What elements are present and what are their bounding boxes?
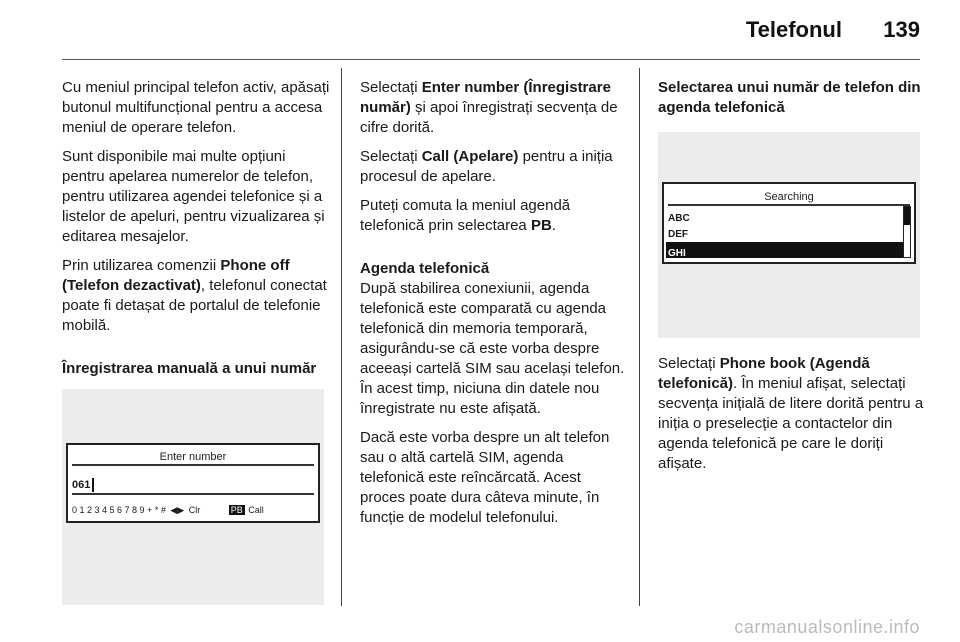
text-run: . În meniul afișat, selectați secvența inițială de litere dorită pentru a iniția o preselecție a contactelor din agenda telefonică pe care le doriți afișate. [658, 375, 924, 472]
text-run: pentru a iniția procesul de apelare. [360, 148, 613, 185]
call-key[interactable]: Call [248, 505, 264, 515]
display-screen [662, 182, 916, 264]
divider [72, 493, 314, 495]
paragraph [360, 196, 628, 236]
keypad-row [72, 500, 264, 520]
screen-title: Searching [764, 191, 814, 203]
selected-row[interactable] [666, 242, 904, 258]
text-run: și apoi înregistrați secvența de cifre dorită. [360, 99, 618, 136]
paragraph: După stabilirea conexiunii, agenda telefonică este comparată cu agenda telefonică din memoria temporară, asigurându-se că este vorba despre aceeași cartelă SIM sau același telefon. În acest timp, niciuna din datele nou înregistrate nu este afișată. [360, 280, 625, 417]
section-heading: Agenda telefonică [360, 260, 490, 277]
cursor [92, 478, 94, 492]
command-name: Enter number (Înregistrare număr) [360, 79, 611, 116]
page-title: Telefonul [745, 17, 842, 42]
section-heading: Înregistrarea manuală a unui număr [62, 360, 317, 377]
enter-number-figure [62, 389, 324, 605]
column-divider [639, 68, 640, 606]
clear-key[interactable]: Clr [188, 505, 201, 515]
list-item: GHI [668, 248, 686, 259]
command-name: PB [530, 217, 552, 234]
text-run: Selectați [360, 79, 422, 96]
arrow-keys-icon[interactable]: ◀▶ [170, 505, 185, 515]
section-heading: Selectarea unui număr de telefon din agenda telefonică [658, 79, 921, 116]
phonebook-search-figure [658, 132, 920, 338]
paragraph: Sunt disponibile mai multe opțiuni pentru apelarea numerelor de telefon, pentru utilizarea agendei telefonice și a listelor de apeluri, pentru vizualizarea și editarea mesajelor. [62, 148, 325, 245]
page-number: 139 [883, 17, 920, 42]
watermark: carmanualsonline.info [734, 617, 920, 637]
page-header [0, 0, 960, 60]
phonebook-key[interactable]: PB [230, 505, 243, 515]
text-run: Selectați [360, 148, 422, 165]
paragraph [62, 256, 330, 336]
paragraph: Cu meniul principal telefon activ, apăsați butonul multifuncțional pentru a accesa meniul de operare telefon. [62, 79, 330, 136]
command-name: Phone off (Telefon dezactivat) [62, 257, 290, 294]
text-run: Selectați [658, 355, 720, 372]
number-entry [72, 475, 94, 495]
scrollbar[interactable] [903, 206, 911, 258]
text-run: Prin utilizarea comenzii [62, 257, 221, 274]
scrollbar-thumb[interactable] [904, 207, 910, 225]
list-item[interactable]: ABC [668, 213, 690, 224]
digit-keys[interactable]: 0 1 2 3 4 5 6 7 8 9 + * # [72, 505, 166, 515]
text-run: Puteți comuta la meniul agendă telefonică prin selectarea [360, 197, 571, 234]
paragraph [658, 354, 926, 474]
column-divider [341, 68, 342, 606]
paragraph [360, 78, 628, 138]
divider [72, 464, 314, 466]
paragraph: Dacă este vorba despre un alt telefon sau o altă cartelă SIM, agenda telefonică este reîncărcată. Acest proces poate dura câteva minute, în funcție de modelul telefonului. [360, 429, 610, 526]
column-3 [658, 78, 926, 483]
entry-value: 061 [72, 479, 91, 491]
header-rule [62, 59, 920, 60]
list-item[interactable]: DEF [668, 229, 688, 240]
divider [668, 204, 910, 206]
paragraph [360, 147, 628, 187]
column-1 [62, 78, 330, 605]
screen-title: Enter number [159, 451, 227, 463]
command-name: Call (Apelare) [421, 148, 519, 165]
command-name: Phone book (Agendă telefonică) [658, 355, 870, 392]
display-screen [66, 443, 320, 523]
column-2 [360, 78, 628, 537]
text-run: . [551, 217, 556, 234]
text-run: , telefonul conectat poate fi detașat de portalul de telefonie mobilă. [62, 277, 327, 334]
